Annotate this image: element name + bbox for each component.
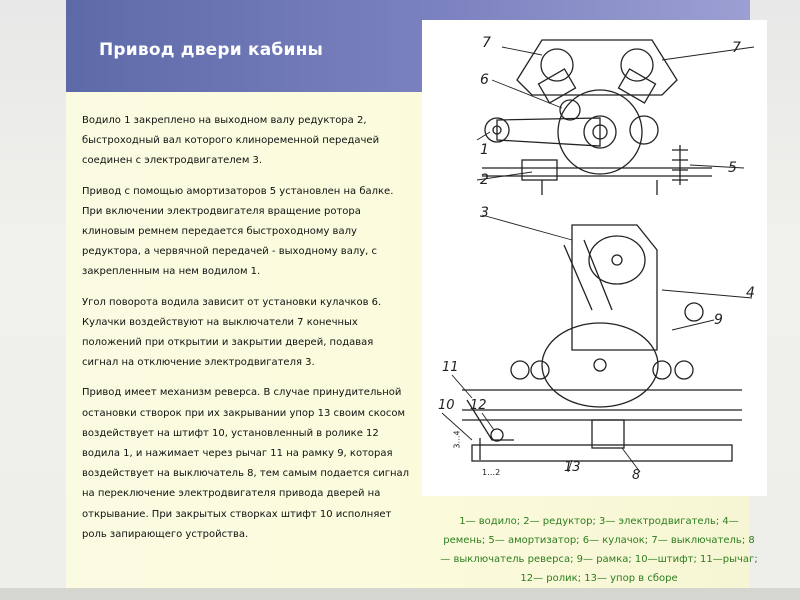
base-rail [462,390,742,420]
damper-5 [672,145,688,185]
bottom-strip [0,588,800,600]
label-8: 8 [632,468,641,483]
paragraph-2: Привод с помощью амортизаторов 5 установлен на балке. При включении электродвигателя вращение ротора клиновым ремнем передается быстроходному валу редуктора, а червячной передачей - выходному валу, с закрепленным на нем водилом 1. [82,185,394,278]
electric-motor-3 [542,323,658,407]
label-5: 5 [728,160,737,176]
door-drive-drawing [422,20,767,496]
pulley-center [612,255,622,265]
paragraph-4: Привод имеет механизм реверса. В случае принудительной остановки створок при их закрывании упор 13 своим скосом воздействует на штифт 10, установленный в ролике 12 водила 1, и нажимает через рычаг 11 на рамку 9, которая воздействует на выключатель 8, тем самым подается сигнал на переключение электродвигателя привода дверей на открывание. При закрытых створках штифт 10 исполняет роль запирающего устройства. [82,387,410,540]
label-11: 11 [442,360,459,375]
label-1: 1 [480,142,489,158]
belt-4 [564,240,612,310]
motor-top-pulley [589,236,645,284]
bracket-left [542,180,657,195]
roller-12 [491,429,503,441]
gearbox-2 [522,160,557,180]
label-9-upper: 9 [714,312,723,328]
roller-right-a [653,361,671,379]
body-text [82,111,410,555]
leader-lines [442,47,754,472]
cam-right [630,116,658,144]
mounting-beam [482,168,712,176]
switch-8 [592,420,624,448]
label-7-left: 7 [482,35,491,51]
roller-right-c [685,303,703,321]
paragraph-1: Водило 1 закреплено на выходном валу редуктора 2, быстроходный вал которого клиноременной передачей соединен с электродвигателем 3. [82,115,380,167]
figure-caption: 1— водило; 2— редуктор; 3— электродвигатель; 4— ремень; 5— амортизатор; 6— кулачок; 7— выключатель; 8— выключатель реверса; 9— рамка; 10—штифт; 11—рычаг; 12— ролик; 13— упор в сборе [440,516,758,584]
label-3: 3 [480,205,489,221]
label-7-right: 7 [732,40,741,56]
motor-shaft [594,359,606,371]
dimension-3-4: 3…4 [452,430,462,449]
roller-right-b [675,361,693,379]
dimension-1-2: 1…2 [482,468,501,477]
label-12: 12 [470,398,487,413]
label-2: 2 [480,172,489,188]
roller-left-b [531,361,549,379]
label-13: 13 [564,460,581,475]
label-6: 6 [480,72,489,88]
label-10: 10 [438,398,455,413]
label-4: 4 [746,285,755,301]
mechanism-diagram [422,20,767,496]
slide-title: Привод двери кабины [99,40,324,60]
paragraph-3: Угол поворота водила зависит от установки кулачков 6. Кулачки воздействуют на выключатели 7 конечных положений при открытии и закрытии дверей, подавая сигнал на отключение электродвигателя 3. [82,296,382,369]
motor-bracket [572,225,657,350]
roller-left-a [511,361,529,379]
left-side-panel [0,0,66,600]
